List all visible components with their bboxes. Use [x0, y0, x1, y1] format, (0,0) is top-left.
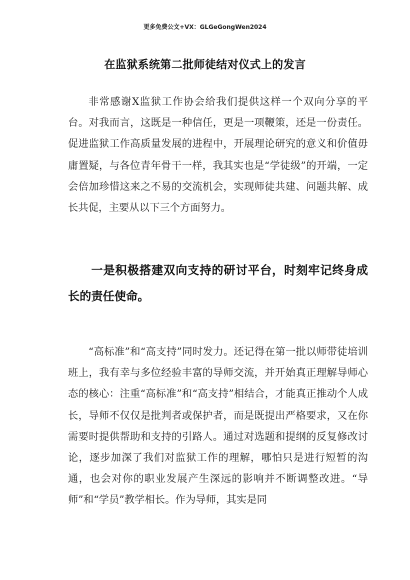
document-title: 在监狱系统第二批师徒结对仪式上的发言	[104, 58, 306, 71]
intro-paragraph: 非常感谢X监狱工作协会给我们提供这样一个双向分享的平台。对我而言，这既是一种信任，更是一项鞭策，还是一份责任。促进监狱工作高质量发展的进程中，开展理论研究的意义和价值毋庸置疑，与各位青年骨干一样，我其实也是“学徒级”的开端，一定会倍加珍惜这来之不易的交流机会，实现师徒共建、问题共解、成长共促，主要从以下三个方面努力。	[68, 97, 368, 215]
header-note: 更多免费公文+VX：GLGeGongWen2024	[143, 24, 267, 31]
section-heading: 一是积极搭建双向支持的研讨平台，时刻牢记终身成长的责任使命。	[68, 263, 368, 303]
section-paragraph: “高标准”和“高支持”同时发力。还记得在第一批以师带徒培训班上，我有幸与多位经验丰富的导师交流，并开始真正理解导师心态的核心：注重“高标准”和“高支持”相结合，才能真正推动个人成长，导师不仅仅是批判者或保护者，而是既提出严格要求，又在你需要时提供帮助和支持的引路人。通过对选题和提纲的反复修改讨论，逐步加深了我们对监狱工作的理解，哪怕只是进行短暂的沟通，也会对你的职业发展产生深远的影响并不断调整改进。“导师”和“学员”教学相长。作为导师，其实是同	[68, 347, 368, 507]
